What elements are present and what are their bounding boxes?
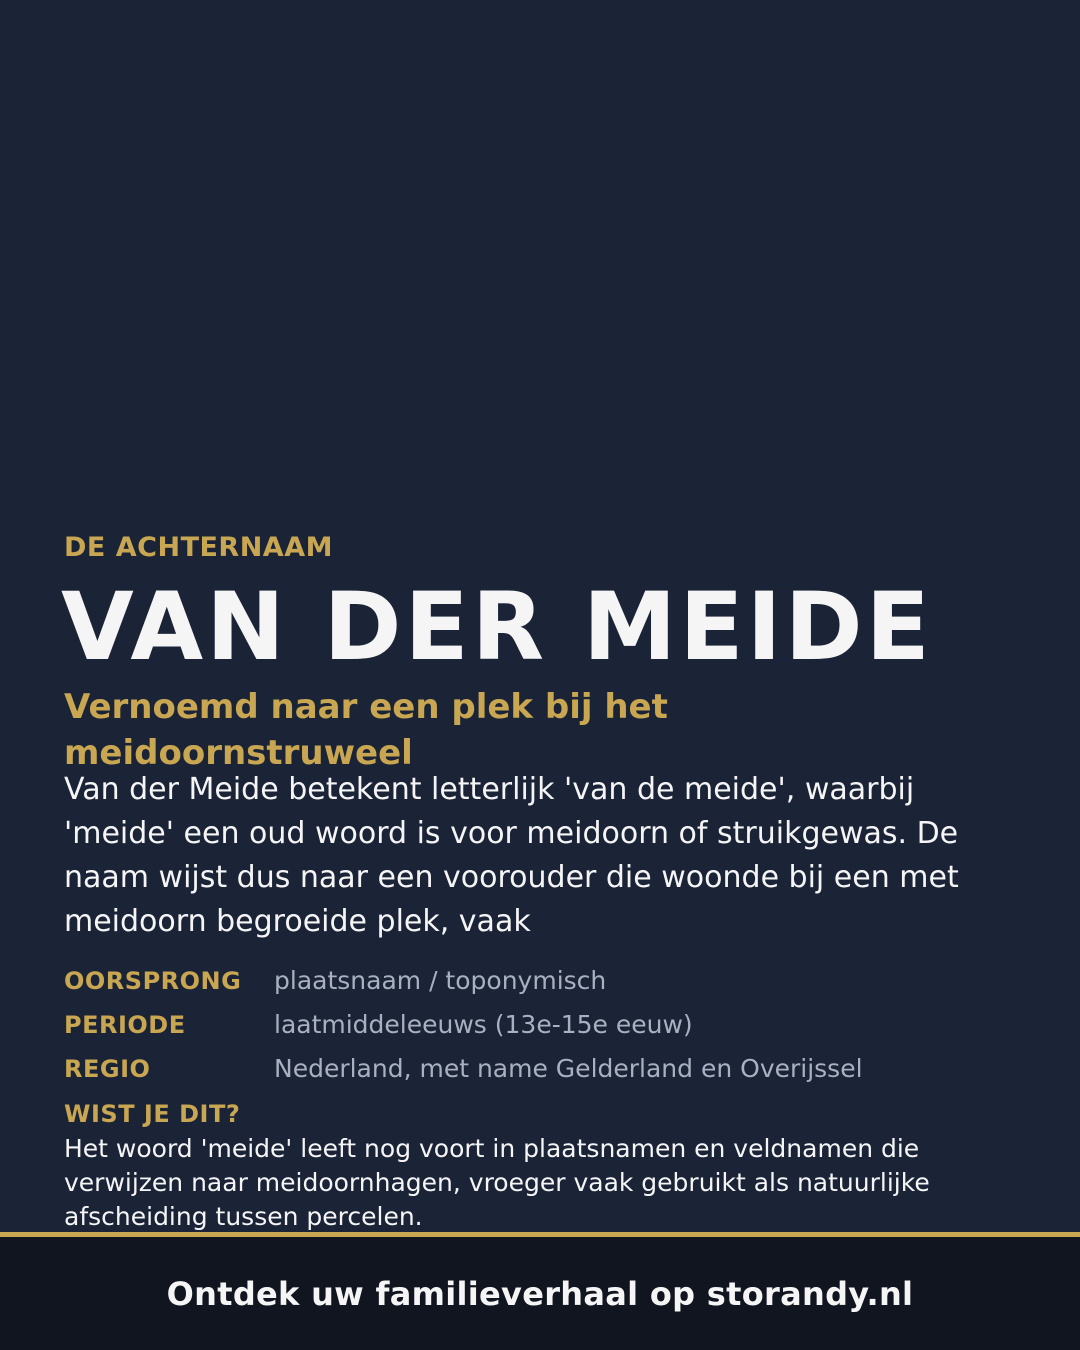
did-you-know-label: WIST JE DIT? bbox=[64, 1100, 241, 1128]
fact-row-origin bbox=[64, 963, 1024, 1007]
surname-description: Van der Meide betekent letterlijk 'van de meide', waarbij 'meide' een oud woord is voor meidoorn of struikgewas. De naam wijst dus naar een voorouder die woonde bij een met meidoorn begroeide plek, vaak bbox=[64, 772, 959, 939]
fact-row-period bbox=[64, 1007, 1024, 1051]
fact-row-region bbox=[64, 1051, 1024, 1095]
fact-value: Nederland, met name Gelderland en Overijssel bbox=[274, 1054, 863, 1083]
fact-label: OORSPRONG bbox=[64, 967, 242, 995]
eyebrow-label: DE ACHTERNAAM bbox=[64, 532, 333, 563]
surname-title: VAN DER MEIDE bbox=[61, 573, 933, 682]
surname-subtitle: Vernoemd naar een plek bij het meidoornstruweel bbox=[64, 687, 668, 773]
fact-label: PERIODE bbox=[64, 1011, 186, 1039]
did-you-know-text: Het woord 'meide' leeft nog voort in plaatsnamen en veldnamen die verwijzen naar meidoornhagen, vroeger vaak gebruikt als natuurlijke afscheiding tussen percelen. bbox=[64, 1134, 930, 1231]
facts-list bbox=[64, 963, 1024, 1095]
footer-cta: Ontdek uw familieverhaal op storandy.nl bbox=[166, 1274, 914, 1313]
fact-value: plaatsnaam / toponymisch bbox=[274, 966, 607, 995]
fact-value: laatmiddeleeuws (13e-15e eeuw) bbox=[274, 1010, 693, 1039]
fact-label: REGIO bbox=[64, 1055, 151, 1083]
footer-banner bbox=[0, 1232, 1080, 1350]
